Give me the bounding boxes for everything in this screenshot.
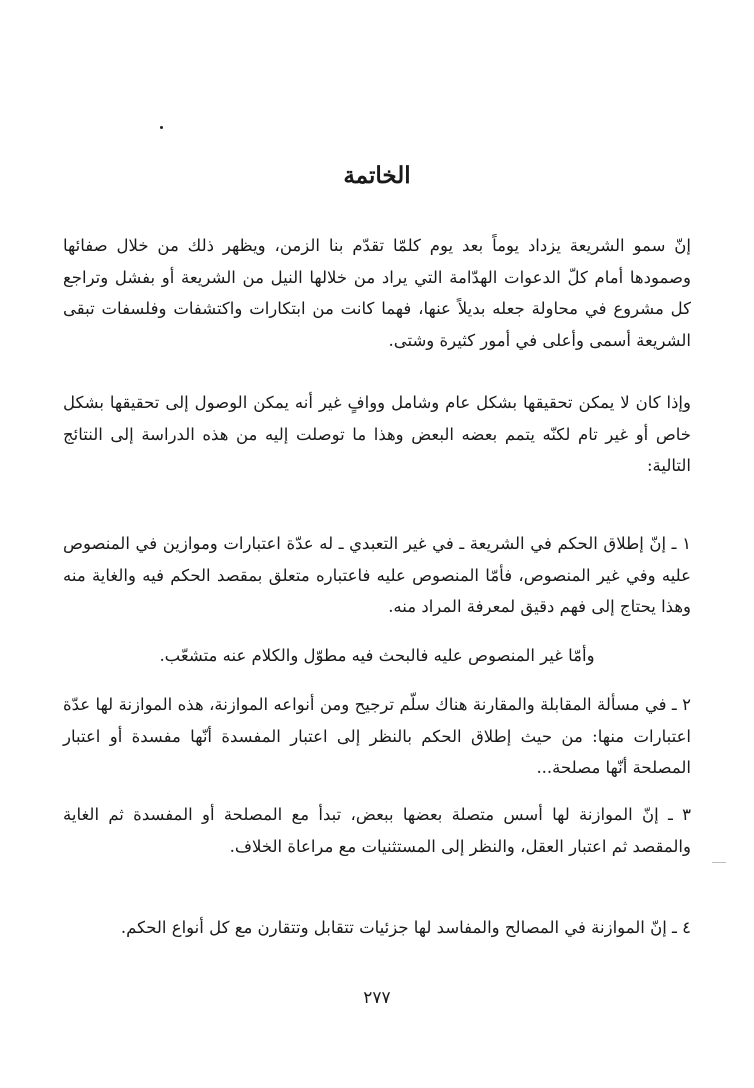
- paragraph-point-1-continued: وأمّا غير المنصوص عليه فالبحث فيه مطوّل والكلام عنه متشعّب.: [159, 646, 595, 665]
- paragraph-point-4: ٤ ـ إنّ الموازنة في المصالح والمفاسد لها جزئيات تتقابل وتتقارن مع كل أنواع الحكم.: [120, 918, 691, 937]
- paragraph-point-1: ١ ـ إنّ إطلاق الحكم في الشريعة ـ في غير التعبدي ـ له عدّة اعتبارات وموازين في المنصوص عليه وفي غير المنصوص، فأمّا المنصوص عليه فاعتباره متعلق بمقصد الحكم فيه والغاية منه وهذا يحتاج إلى فهم دقيق لمعرفة المراد منه.: [63, 534, 691, 616]
- paragraph-results-intro: وإذا كان لا يمكن تحقيقها بشكل عام وشامل ووافٍ غير أنه يمكن الوصول إلى تحقيقها بشكل خاص أو غير تام لكنّه يتمم بعضه البعض وهذا ما توصلت إليه من هذه الدراسة إلى النتائج التالية:: [63, 393, 691, 475]
- paragraph-point-3: ٣ ـ إنّ الموازنة لها أسس متصلة بعضها ببعض، تبدأ مع المصلحة أو المفسدة ثم الغاية والمقصد ثم اعتبار العقل، والنظر إلى المستثنيات مع مراعاة الخلاف.: [63, 805, 691, 856]
- ink-speck: [160, 126, 163, 129]
- page-title: الخاتمة: [343, 162, 411, 189]
- paragraph-intro: إنّ سمو الشريعة يزداد يوماً بعد يوم كلمّا تقدّم بنا الزمن، ويظهر ذلك من خلال صفائها وصمودها أمام كلّ الدعوات الهدّامة التي يراد من خلالها النيل من الشريعة أو بفشل وتراجع كل مشروع في محاولة جعله بديلاً عنها، فهما كانت من ابتكارات واكتشفات وفلسفات تبقى الشريعة أسمى وأعلى في أمور كثيرة وشتى.: [63, 236, 691, 350]
- paragraph-point-2: ٢ ـ في مسألة المقابلة والمقارنة هناك سلّم ترجيح ومن أنواعه الموازنة، هذه الموازنة لها عدّة اعتبارات منها: من حيث إطلاق الحكم بالنظر إلى اعتبار المفسدة أنّها مفسدة أو اعتبار المصلحة أنّها مصلحة...: [63, 695, 691, 777]
- margin-mark: [712, 862, 726, 863]
- page-number: ٢٧٧: [363, 988, 391, 1008]
